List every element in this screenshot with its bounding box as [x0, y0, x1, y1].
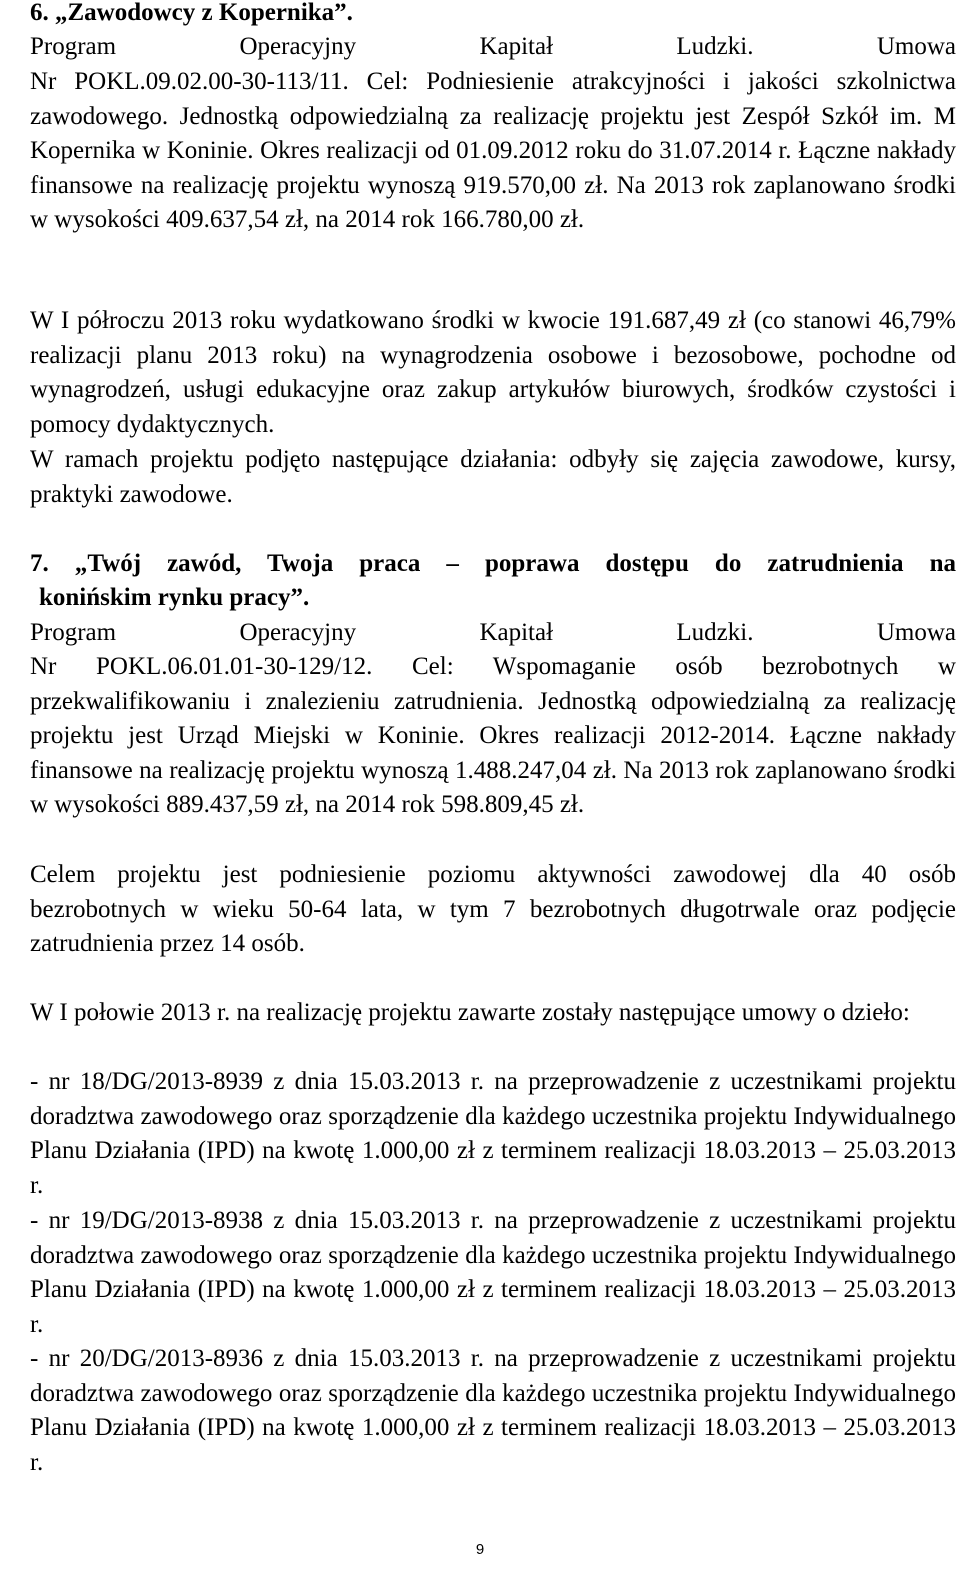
section-6-body: Nr POKL.09.02.00-30-113/11. Cel: Podniesienie atrakcyjności i jakości szkolnictwa zawodowego. Jednostką odpowiedzialną za realizację projektu jest Zespół Szkół im. M Kopernika w Koninie. Okres realizacji od 01.09.2012 roku do 31.07.2014 r. Łączne nakłady finansowe na realizację projektu wynoszą 919.570,00 zł. Na 2013 rok zaplanowano środki w wysokości 409.637,54 zł, na 2014 rok 166.780,00 zł.	[30, 68, 956, 234]
contracts-intro: W I połowie 2013 r. na realizację projektu zawarte zostały następujące umowy o dzieło:	[30, 999, 910, 1026]
section-7-goal-paragraph: Celem projektu jest podniesienie poziomu aktywności zawodowej dla 40 osób bezrobotnych w wieku 50-64 lata, w tym 7 bezrobotnych długotrwale oraz podjęcie zatrudnienia przez 14 osób.	[30, 861, 956, 958]
section-6-title: 6. „Zawodowcy z Kopernika”.	[30, 0, 353, 26]
section-7-title-continued: konińskim rynku pracy”.	[39, 584, 310, 611]
section-7-body: Nr POKL.06.01.01-30-129/12. Cel: Wspomaganie osób bezrobotnych w przekwalifikowaniu i znalezieniu zatrudnienia. Jednostką odpowiedzialną za realizację projektu jest Urząd Miejski w Koninie. Okres realizacji 2012-2014. Łączne nakłady finansowe na realizację projektu wynoszą 1.488.247,04 zł. Na 2013 rok zaplanowano środki w wysokości 889.437,59 zł, na 2014 rok 598.809,45 zł.	[30, 653, 956, 819]
contract-item: - nr 19/DG/2013-8938 z dnia 15.03.2013 r. na przeprowadzenie z uczestnikami projektu doradztwa zawodowego oraz sporządzenie dla każdego uczestnika projektu Indywidualnego Planu Działania (IPD) na kwotę 1.000,00 zł z terminem realizacji 18.03.2013 – 25.03.2013 r.	[30, 1207, 956, 1338]
page-number: 9	[475, 1541, 485, 1558]
section-6-activities-paragraph: W ramach projektu podjęto następujące działania: odbyły się zajęcia zawodowe, kursy, praktyki zawodowe.	[30, 446, 956, 508]
contract-item: - nr 18/DG/2013-8939 z dnia 15.03.2013 r. na przeprowadzenie z uczestnikami projektu doradztwa zawodowego oraz sporządzenie dla każdego uczestnika projektu Indywidualnego Planu Działania (IPD) na kwotę 1.000,00 zł z terminem realizacji 18.03.2013 – 25.03.2013 r.	[30, 1068, 956, 1199]
section-6-expenditure-paragraph: W I półroczu 2013 roku wydatkowano środki w kwocie 191.687,49 zł (co stanowi 46,79% realizacji planu 2013 roku) na wynagrodzenia osobowe i bezosobowe, pochodne od wynagrodzeń, usługi edukacyjne oraz zakup artykułów biurowych, środków czystości i pomocy dydaktycznych.	[30, 307, 956, 438]
section-7-program-line: Program Operacyjny Kapitał Ludzki. Umowa	[30, 619, 956, 646]
section-6-program-line: Program Operacyjny Kapitał Ludzki. Umowa	[30, 33, 956, 60]
contract-item: - nr 20/DG/2013-8936 z dnia 15.03.2013 r. na przeprowadzenie z uczestnikami projektu doradztwa zawodowego oraz sporządzenie dla każdego uczestnika projektu Indywidualnego Planu Działania (IPD) na kwotę 1.000,00 zł z terminem realizacji 18.03.2013 – 25.03.2013 r.	[30, 1345, 956, 1476]
section-7-title: 7. „Twój zawód, Twoja praca – poprawa dostępu do zatrudnienia na	[30, 550, 956, 577]
